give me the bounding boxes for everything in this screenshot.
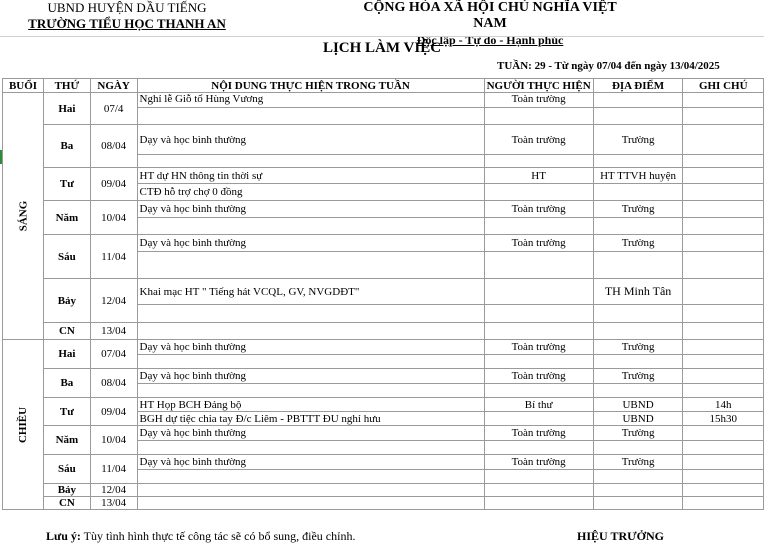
session-afternoon — [3, 340, 44, 510]
content-cell — [137, 355, 484, 369]
note-cell — [683, 279, 764, 305]
person-cell: Toàn trường — [484, 340, 593, 355]
place-cell — [593, 470, 683, 484]
table-row — [3, 426, 764, 441]
note-cell — [683, 470, 764, 484]
day-cell: Ba — [44, 125, 91, 168]
date-cell: 13/04 — [90, 497, 137, 510]
person-cell — [484, 323, 593, 340]
col-noidung: NỘI DUNG THỰC HIỆN TRONG TUẦN — [137, 79, 484, 93]
place-cell: Trường — [593, 235, 683, 252]
content-cell: CTĐ hỗ trợ chợ 0 đồng — [137, 184, 484, 201]
person-cell: Bí thư — [484, 398, 593, 412]
org-header — [12, 0, 242, 32]
content-cell — [137, 108, 484, 125]
session-morning — [3, 93, 44, 340]
nation-line-1: CỘNG HÒA XÃ HỘI CHỦ NGHĨA VIỆT NAM — [363, 0, 617, 31]
content-cell — [137, 155, 484, 168]
note-cell — [683, 305, 764, 323]
place-cell: HT TTVH huyện — [593, 168, 683, 184]
person-cell — [484, 252, 593, 279]
note-cell: 14h — [683, 398, 764, 412]
date-cell: 10/04 — [90, 201, 137, 235]
place-cell: UBND — [593, 412, 683, 426]
content-cell: Dạy và học bình thường — [137, 125, 484, 155]
note-cell — [683, 323, 764, 340]
person-cell: Toàn trường — [484, 125, 593, 155]
content-cell — [137, 484, 484, 497]
content-cell: BGH dự tiệc chia tay Đ/c Liêm - PBTTT ĐU nghỉ hưu — [137, 412, 484, 426]
table-row — [3, 279, 764, 305]
place-cell: Trường — [593, 455, 683, 470]
content-cell — [137, 497, 484, 510]
week-info: TUẦN: 29 - Từ ngày 07/04 đến ngày 13/04/2025 — [497, 60, 720, 72]
nation-line-2: Độc lập - Tự do - Hạnh phúc — [416, 33, 564, 47]
note-cell — [683, 455, 764, 470]
note-label: Lưu ý: — [46, 529, 81, 543]
content-cell: Dạy và học bình thường — [137, 369, 484, 384]
table-row — [3, 484, 764, 497]
person-cell — [484, 441, 593, 455]
note-cell — [683, 108, 764, 125]
school-name: TRƯỜNG TIỂU HỌC THANH AN — [28, 16, 226, 31]
place-cell: UBND — [593, 398, 683, 412]
person-cell — [484, 384, 593, 398]
person-cell — [484, 305, 593, 323]
content-cell: Dạy và học bình thường — [137, 235, 484, 252]
person-cell: HT — [484, 168, 593, 184]
session-label: CHIỀU — [17, 406, 30, 443]
content-cell — [137, 305, 484, 323]
date-cell: 08/04 — [90, 125, 137, 168]
place-cell — [593, 93, 683, 108]
content-cell — [137, 323, 484, 340]
place-cell — [593, 384, 683, 398]
col-thu: THỨ — [44, 79, 91, 93]
day-cell: Hai — [44, 340, 91, 369]
date-cell: 09/04 — [90, 168, 137, 201]
table-row — [3, 323, 764, 340]
note-cell — [683, 218, 764, 235]
place-cell — [593, 355, 683, 369]
table-row — [3, 93, 764, 108]
note-cell — [683, 235, 764, 252]
content-cell — [137, 252, 484, 279]
table-row — [3, 398, 764, 412]
person-cell — [484, 484, 593, 497]
day-cell: Tư — [44, 398, 91, 426]
day-cell: Ba — [44, 369, 91, 398]
table-row — [3, 201, 764, 218]
place-cell: Trường — [593, 426, 683, 441]
day-cell: Năm — [44, 426, 91, 455]
person-cell — [484, 279, 593, 305]
place-cell — [593, 441, 683, 455]
place-cell: TH Minh Tân — [593, 279, 683, 305]
day-cell: Sáu — [44, 235, 91, 279]
date-cell: 10/04 — [90, 426, 137, 455]
day-cell: Sáu — [44, 455, 91, 484]
place-cell — [593, 484, 683, 497]
place-cell — [593, 497, 683, 510]
date-cell: 09/04 — [90, 398, 137, 426]
col-ghichu: GHI CHÚ — [683, 79, 764, 93]
day-cell: Năm — [44, 201, 91, 235]
table-header-row — [3, 79, 764, 93]
note-cell — [683, 155, 764, 168]
content-cell: Dạy và học bình thường — [137, 201, 484, 218]
note-cell — [683, 125, 764, 155]
person-cell: Toàn trường — [484, 426, 593, 441]
note-cell — [683, 497, 764, 510]
person-cell — [484, 184, 593, 201]
place-cell: Trường — [593, 369, 683, 384]
content-cell: Dạy và học bình thường — [137, 340, 484, 355]
content-cell — [137, 218, 484, 235]
place-cell — [593, 252, 683, 279]
person-cell — [484, 497, 593, 510]
date-cell: 11/04 — [90, 235, 137, 279]
day-cell: Tư — [44, 168, 91, 201]
table-row — [3, 369, 764, 384]
signature-title: HIỆU TRƯỞNG — [577, 529, 665, 543]
page-title: LỊCH LÀM VIỆC — [322, 40, 442, 56]
org-line-1: UBND HUYỆN DẦU TIẾNG — [47, 0, 207, 15]
note-cell — [683, 184, 764, 201]
col-diadiem: ĐỊA ĐIỂM — [593, 79, 683, 93]
note-cell — [683, 252, 764, 279]
session-label: SÁNG — [17, 200, 30, 232]
note-cell — [683, 93, 764, 108]
divider — [0, 36, 764, 37]
table-row — [3, 168, 764, 184]
table-row — [3, 497, 764, 510]
day-cell: CN — [44, 497, 91, 510]
date-cell: 12/04 — [90, 279, 137, 323]
note-cell — [683, 426, 764, 441]
note-cell — [683, 484, 764, 497]
place-cell — [593, 155, 683, 168]
col-ngay: NGÀY — [90, 79, 137, 93]
table-row — [3, 340, 764, 355]
col-nguoi: NGƯỜI THỰC HIỆN — [484, 79, 593, 93]
note-cell — [683, 384, 764, 398]
person-cell — [484, 108, 593, 125]
content-cell: Khai mạc HT " Tiếng hát VCQL, GV, NVGDĐT" — [137, 279, 484, 305]
person-cell — [484, 412, 593, 426]
note-cell: 15h30 — [683, 412, 764, 426]
content-cell — [137, 470, 484, 484]
note-cell — [683, 340, 764, 355]
content-cell — [137, 384, 484, 398]
day-cell: Bảy — [44, 279, 91, 323]
table-row — [3, 455, 764, 470]
place-cell: Trường — [593, 201, 683, 218]
person-cell: Toàn trường — [484, 455, 593, 470]
schedule-table — [2, 78, 764, 510]
content-cell: Dạy và học bình thường — [137, 455, 484, 470]
note-cell — [683, 201, 764, 218]
place-cell — [593, 184, 683, 201]
table-row — [3, 125, 764, 155]
note-text: Tùy tình hình thực tế công tác sẽ có bổ sung, điều chỉnh. — [80, 529, 356, 543]
place-cell: Trường — [593, 340, 683, 355]
person-cell: Toàn trường — [484, 369, 593, 384]
place-cell — [593, 323, 683, 340]
content-cell: Dạy và học bình thường — [137, 426, 484, 441]
place-cell — [593, 108, 683, 125]
org-line-2 — [12, 16, 242, 32]
content-cell: HT dự HN thông tin thời sự — [137, 168, 484, 184]
person-cell — [484, 470, 593, 484]
date-cell: 13/04 — [90, 323, 137, 340]
person-cell: Toàn trường — [484, 201, 593, 218]
note-cell — [683, 369, 764, 384]
date-cell: 07/04 — [90, 340, 137, 369]
date-cell: 11/04 — [90, 455, 137, 484]
person-cell: Toàn trường — [484, 235, 593, 252]
day-cell: Bảy — [44, 484, 91, 497]
date-cell: 12/04 — [90, 484, 137, 497]
content-cell: Nghỉ lễ Giỗ tổ Hùng Vương — [137, 93, 484, 108]
day-cell: Hai — [44, 93, 91, 125]
date-cell: 08/04 — [90, 369, 137, 398]
place-cell — [593, 305, 683, 323]
person-cell — [484, 155, 593, 168]
place-cell: Trường — [593, 125, 683, 155]
person-cell — [484, 218, 593, 235]
person-cell — [484, 355, 593, 369]
note-cell — [683, 168, 764, 184]
person-cell: Toàn trường — [484, 93, 593, 108]
note-cell — [683, 355, 764, 369]
day-cell: CN — [44, 323, 91, 340]
date-cell: 07/4 — [90, 93, 137, 125]
place-cell — [593, 218, 683, 235]
content-cell — [137, 441, 484, 455]
col-buoi: BUỔI — [3, 79, 44, 93]
footer-note — [46, 529, 355, 544]
note-cell — [683, 441, 764, 455]
content-cell: HT Họp BCH Đảng bộ — [137, 398, 484, 412]
table-row — [3, 235, 764, 252]
